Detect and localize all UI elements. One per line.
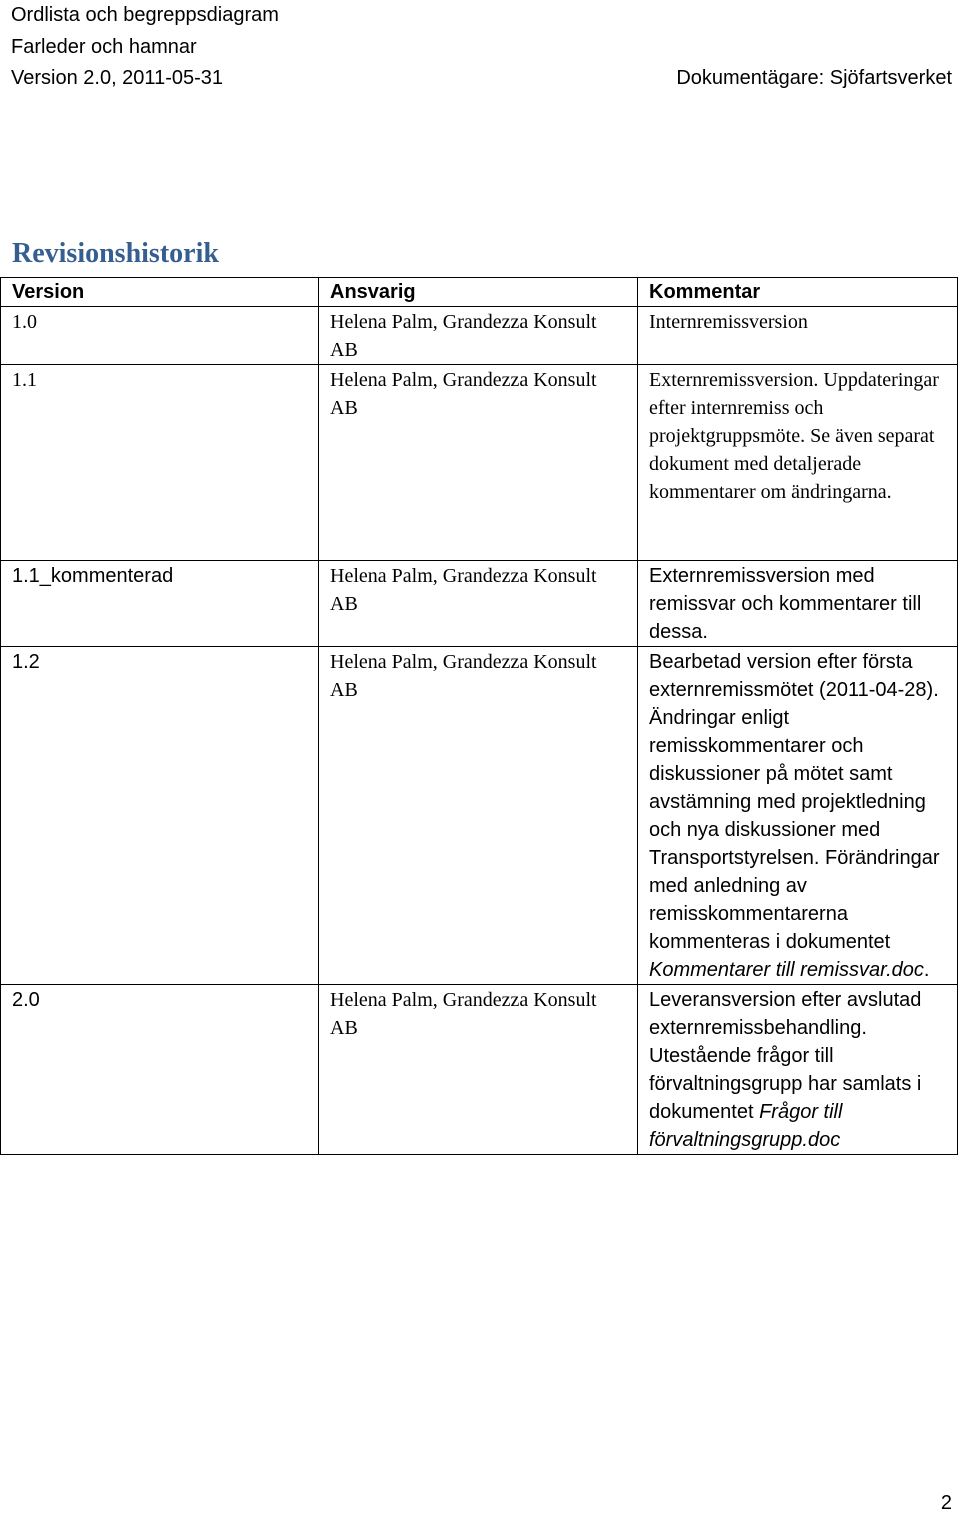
version-date: Version 2.0, 2011-05-31	[11, 67, 224, 89]
table-row	[1, 985, 958, 1155]
ansvarig-cell: Helena Palm, Grandezza Konsult AB	[319, 647, 638, 985]
version-cell: 1.1	[1, 365, 319, 561]
column-header-ansvarig: Ansvarig	[319, 278, 638, 307]
document-subtitle: Farleder och hamnar	[11, 35, 197, 58]
kommentar-cell: Externremissversion. Uppdateringar efter internremiss och projektgruppsmöte. Se även separat dokument med detaljerade kommentarer om ändringarna.	[638, 365, 958, 561]
table-row	[1, 365, 958, 561]
kommentar-document-reference: Kommentarer till remissvar.doc	[649, 959, 924, 981]
table-row	[1, 561, 958, 647]
section-title: Revisionshistorik	[12, 238, 219, 269]
document-owner: Dokumentägare: Sjöfartsverket	[676, 67, 952, 89]
kommentar-text: Bearbetad version efter första externremissmötet (2011-04-28). Ändringar enligt remisskommentarer och diskussioner på mötet samt avstämning med projektledning och nya diskussioner med Transportstyrelsen. Förändringar med anledning av remisskommentarerna kommenteras i dokumentet	[649, 651, 940, 953]
page-number: 2	[940, 1492, 952, 1514]
version-cell: 1.2	[1, 647, 319, 985]
revision-history-table	[0, 277, 958, 1155]
kommentar-tail: .	[923, 959, 930, 981]
ansvarig-cell: Helena Palm, Grandezza Konsult AB	[319, 365, 638, 561]
version-cell: 1.0	[1, 307, 319, 365]
table-row	[1, 307, 958, 365]
table-header-row	[1, 278, 958, 307]
version-cell: 1.1_kommenterad	[1, 561, 319, 647]
kommentar-cell	[638, 647, 958, 985]
table-row	[1, 647, 958, 985]
document-title: Ordlista och begreppsdiagram	[11, 4, 279, 26]
kommentar-document-reference: Frågor till förvaltningsgrupp.doc	[649, 1101, 843, 1151]
kommentar-cell	[638, 985, 958, 1155]
kommentar-cell: Internremissversion	[638, 307, 958, 365]
header-meta-row	[11, 63, 952, 95]
ansvarig-cell: Helena Palm, Grandezza Konsult AB	[319, 307, 638, 365]
column-header-kommentar: Kommentar	[638, 278, 958, 307]
ansvarig-cell: Helena Palm, Grandezza Konsult AB	[319, 985, 638, 1155]
ansvarig-cell: Helena Palm, Grandezza Konsult AB	[319, 561, 638, 647]
kommentar-cell: Externremissversion med remissvar och kommentarer till dessa.	[638, 561, 958, 647]
version-cell: 2.0	[1, 985, 319, 1155]
column-header-version: Version	[1, 278, 319, 307]
page-header	[11, 0, 952, 95]
kommentar-text: Leveransversion efter avslutad externremissbehandling. Utestående frågor till förvaltningsgrupp har samlats i dokumentet	[649, 989, 922, 1123]
